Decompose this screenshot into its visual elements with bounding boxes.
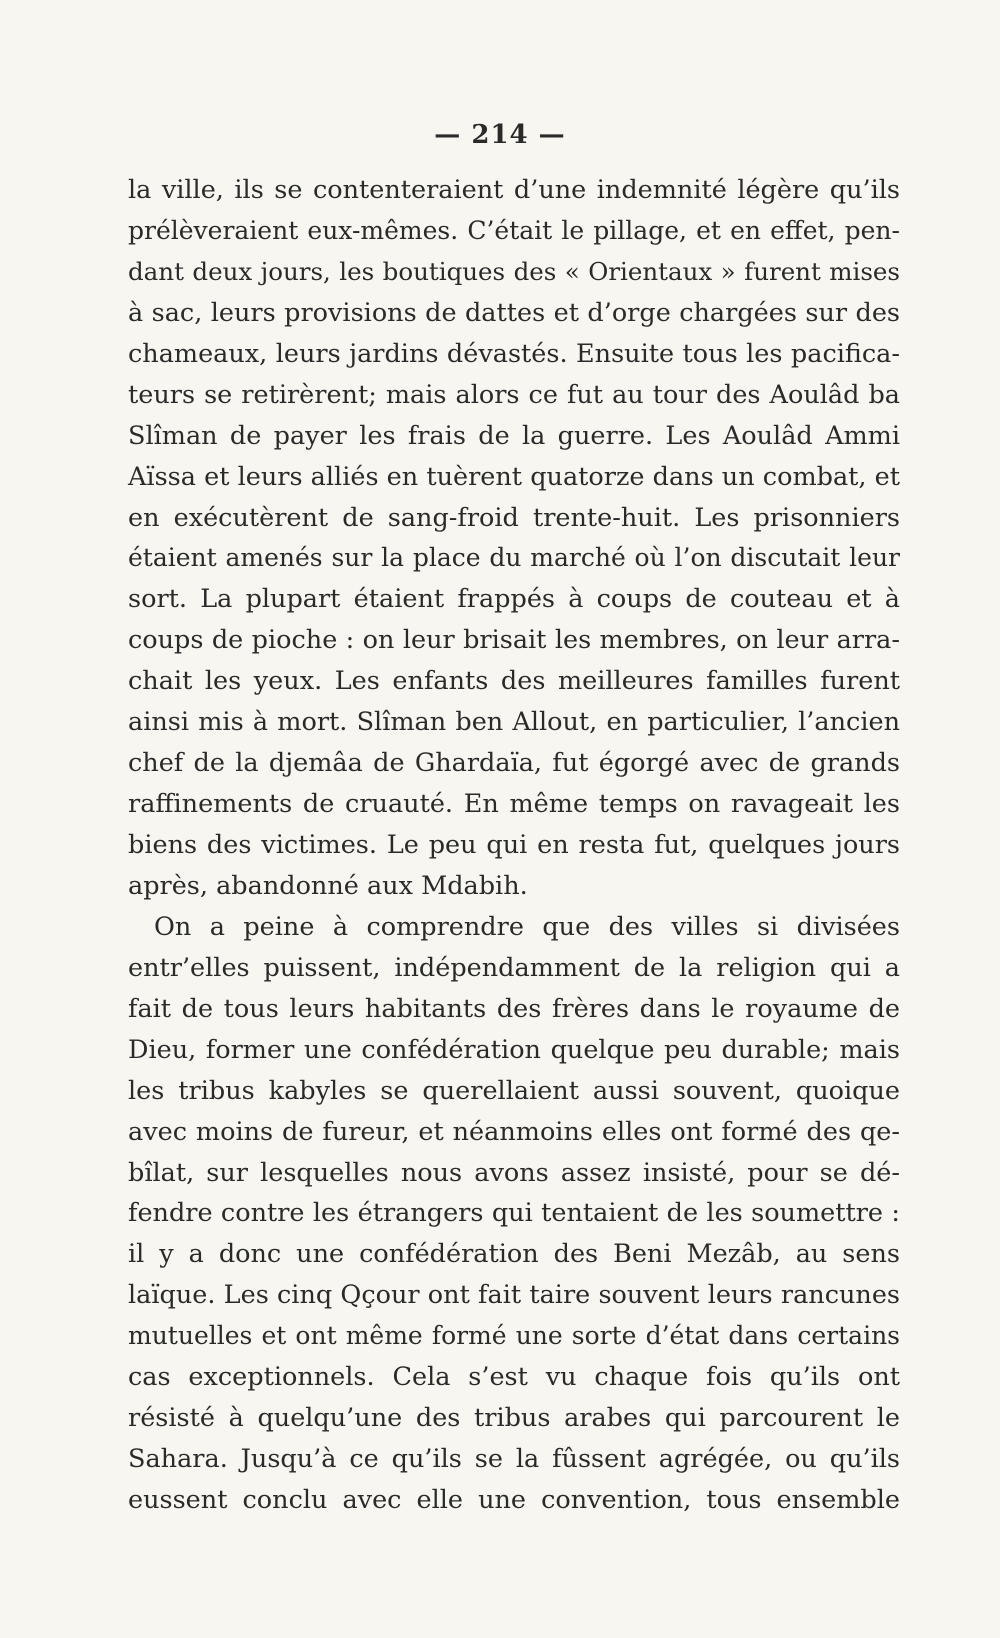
text-line: ainsi mis à mort. Slîman ben Allout, en particulier, l’ancien <box>128 707 900 738</box>
text-line: bîlat, sur lesquelles nous avons assez insisté, pour se dé- <box>128 1157 900 1188</box>
text-line: les tribus kabyles se querellaient aussi souvent, quoique <box>128 1075 900 1106</box>
text-line: en exécutèrent de sang-froid trente-huit. Les prisonniers <box>128 502 900 533</box>
text-line: à sac, leurs provisions de dattes et d’orge chargées sur des <box>128 297 900 328</box>
paragraph-end-line: après, abandonné aux Mdabih. <box>128 870 528 901</box>
text-line: Dieu, former une confédération quelque peu durable; mais <box>128 1034 900 1065</box>
text-line: Sahara. Jusqu’à ce qu’ils se la fûssent agrégée, ou qu’ils <box>128 1444 900 1475</box>
text-line: entr’elles puissent, indépendamment de la religion qui a <box>128 952 900 983</box>
text-line: la ville, ils se contenteraient d’une indemnité légère qu’ils <box>128 175 900 205</box>
paragraph-start-line: On a peine à comprendre que des villes si divisées <box>154 911 900 942</box>
text-line: dant deux jours, les boutiques des « Orientaux » furent mises <box>128 256 900 286</box>
text-line: chameaux, leurs jardins dévastés. Ensuite tous les pacifica- <box>128 338 900 369</box>
text-line: Aïssa et leurs alliés en tuèrent quatorze dans un combat, et <box>128 461 900 492</box>
text-line: eussent conclu avec elle une convention, tous ensemble <box>128 1485 900 1515</box>
text-line: il y a donc une confédération des Beni Mezâb, au sens <box>128 1239 900 1270</box>
body-text <box>128 170 900 1521</box>
text-line: laïque. Les cinq Qçour ont fait taire souvent leurs rancunes <box>128 1280 900 1311</box>
text-line: fait de tous leurs habitants des frères dans le royaume de <box>128 993 900 1024</box>
text-line: cas exceptionnels. Cela s’est vu chaque fois qu’ils ont <box>128 1362 900 1393</box>
text-line: prélèveraient eux-mêmes. C’était le pillage, et en effet, pen- <box>128 215 900 245</box>
text-line: Slîman de payer les frais de la guerre. Les Aoulâd Ammi <box>128 420 900 451</box>
text-line: mutuelles et ont même formé une sorte d’état dans certains <box>128 1321 900 1351</box>
text-line: biens des victimes. Le peu qui en resta fut, quelques jours <box>128 830 900 860</box>
text-line: coups de pioche : on leur brisait les membres, on leur arra- <box>128 625 900 656</box>
text-line: teurs se retirèrent; mais alors ce fut au tour des Aoulâd ba <box>128 379 900 410</box>
text-line: sort. La plupart étaient frappés à coups de couteau et à <box>128 584 900 615</box>
text-line: étaient amenés sur la place du marché où l’on discutait leur <box>128 543 900 573</box>
text-line: chait les yeux. Les enfants des meilleures familles furent <box>128 666 900 697</box>
text-line: chef de la djemâa de Ghardaïa, fut égorgé avec de grands <box>128 748 900 779</box>
text-line: résisté à quelqu’une des tribus arabes qui parcourent le <box>128 1403 900 1434</box>
text-line: raffinements de cruauté. En même temps on ravageait les <box>128 789 900 820</box>
text-line: avec moins de fureur, et néanmoins elles ont formé des qe- <box>128 1116 900 1147</box>
text-line: fendre contre les étrangers qui tentaient de les soumettre : <box>128 1198 900 1229</box>
page-number: — 214 — <box>434 120 566 150</box>
